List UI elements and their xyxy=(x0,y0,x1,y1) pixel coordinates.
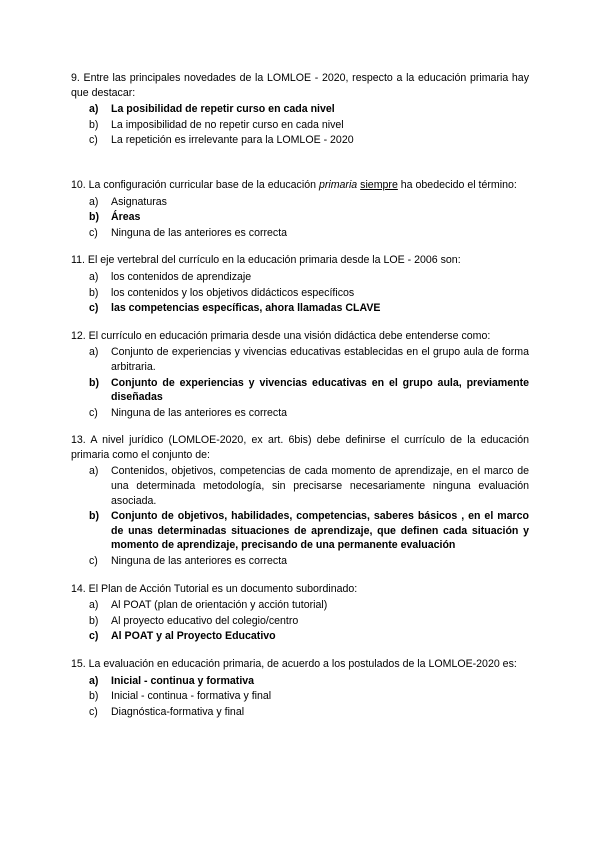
option-a xyxy=(71,464,529,508)
option-c xyxy=(71,133,529,148)
option-letter: c) xyxy=(89,302,99,315)
option-a xyxy=(71,674,529,689)
option-letter: c) xyxy=(89,406,98,419)
option-text: Asignaturas xyxy=(111,195,167,208)
question-text-underlined: siempre xyxy=(360,178,398,191)
question-text-after: ha obedecido el término: xyxy=(397,178,517,191)
options-list xyxy=(71,195,529,241)
option-text: La repetición es irrelevante para la LOMLOE - 2020 xyxy=(111,134,354,147)
option-text: Contenidos, objetivos, competencias de cada momento de aprendizaje, en el marco de una determinada metodología, sin precisarse necesariamente ninguna evaluación asociada. xyxy=(111,465,529,507)
option-c xyxy=(71,406,529,421)
option-text: Al POAT (plan de orientación y acción tutorial) xyxy=(111,599,328,612)
question-10 xyxy=(71,178,529,240)
option-text: las competencias específicas, ahora llamadas CLAVE xyxy=(111,302,381,315)
option-letter: c) xyxy=(89,630,99,643)
options-list xyxy=(71,598,529,644)
option-b xyxy=(71,286,529,301)
question-13 xyxy=(71,433,529,568)
option-text: los contenidos y los objetivos didácticos específicos xyxy=(111,286,355,299)
option-text: Ninguna de las anteriores es correcta xyxy=(111,406,288,419)
option-text: Ninguna de las anteriores es correcta xyxy=(111,555,288,568)
option-c xyxy=(71,554,529,569)
question-text: 12. El currículo en educación primaria desde una visión didáctica debe entenderse como: xyxy=(71,329,491,342)
option-text: Al proyecto educativo del colegio/centro xyxy=(111,614,299,627)
option-letter: c) xyxy=(89,705,98,718)
option-c xyxy=(71,301,529,316)
question-9 xyxy=(71,71,529,148)
question-12 xyxy=(71,329,529,421)
option-letter: a) xyxy=(89,103,99,116)
question-text: 15. La evaluación en educación primaria, de acuerdo a los postulados de la LOMLOE-2020 es: xyxy=(71,658,517,670)
option-letter: a) xyxy=(89,674,99,687)
option-text: Al POAT y al Proyecto Educativo xyxy=(111,630,276,643)
question-text: 9. Entre las principales novedades de la LOMLOE - 2020, respecto a la educación primaria hay que destacar: xyxy=(71,72,529,99)
option-text: los contenidos de aprendizaje xyxy=(111,270,252,283)
option-a xyxy=(71,270,529,285)
option-letter: a) xyxy=(89,195,99,208)
option-c xyxy=(71,629,529,644)
question-text xyxy=(71,178,529,193)
question-14 xyxy=(71,582,529,644)
question-11 xyxy=(71,253,529,315)
option-b xyxy=(71,509,529,553)
option-b xyxy=(71,614,529,629)
option-a xyxy=(71,345,529,374)
options-list xyxy=(71,270,529,316)
option-letter: b) xyxy=(89,211,99,224)
option-letter: c) xyxy=(89,134,98,147)
option-letter: b) xyxy=(89,510,99,523)
question-text: 11. El eje vertebral del currículo en la educación primaria desde la LOE - 2006 son: xyxy=(71,254,461,267)
option-c xyxy=(71,226,529,241)
option-letter: b) xyxy=(89,614,99,627)
option-text: Inicial - continua - formativa y final xyxy=(111,690,272,703)
question-text: 14. El Plan de Acción Tutorial es un documento subordinado: xyxy=(71,582,358,595)
question-text-before: 10. La configuración curricular base de la educación xyxy=(71,178,319,191)
option-b xyxy=(71,376,529,405)
option-letter: a) xyxy=(89,346,99,359)
options-list xyxy=(71,464,529,568)
option-text: Áreas xyxy=(111,211,141,224)
option-letter: c) xyxy=(89,555,98,568)
option-text: Diagnóstica-formativa y final xyxy=(111,705,245,718)
question-15 xyxy=(71,657,529,719)
option-text: Ninguna de las anteriores es correcta xyxy=(111,226,288,239)
options-list xyxy=(71,102,529,148)
option-text: La imposibilidad de no repetir curso en cada nivel xyxy=(111,118,344,131)
option-text: Inicial - continua y formativa xyxy=(111,674,255,687)
option-a xyxy=(71,598,529,613)
option-b xyxy=(71,210,529,225)
question-text-italic: primaria xyxy=(318,178,358,191)
option-letter: a) xyxy=(89,599,99,612)
document-page xyxy=(71,71,529,720)
option-a xyxy=(71,195,529,210)
option-text: Conjunto de experiencias y vivencias educativas establecidas en el grupo aula de forma arbitraria. xyxy=(111,346,529,373)
question-text: 13. A nivel jurídico (LOMLOE-2020, ex art. 6bis) debe definirse el currículo de la educación primaria como el conjunto de: xyxy=(71,434,529,461)
option-letter: b) xyxy=(89,376,99,389)
option-letter: a) xyxy=(89,465,99,478)
option-letter: c) xyxy=(89,226,98,239)
option-text: Conjunto de objetivos, habilidades, competencias, saberes básicos , en el marco de unas determinadas situaciones de aprendizaje, que definen cada situación y momento de aprendizaje, precisando de una permanente evaluación xyxy=(111,510,529,552)
option-letter: b) xyxy=(89,118,99,131)
option-letter: b) xyxy=(89,286,99,299)
option-c xyxy=(71,705,529,720)
options-list xyxy=(71,674,529,720)
option-a xyxy=(71,102,529,117)
option-text: Conjunto de experiencias y vivencias educativas en el grupo aula, previamente diseñadas xyxy=(111,376,529,404)
option-text: La posibilidad de repetir curso en cada nivel xyxy=(111,103,335,116)
options-list xyxy=(71,345,529,420)
option-letter: a) xyxy=(89,270,99,283)
option-b xyxy=(71,689,529,704)
option-b xyxy=(71,118,529,133)
option-letter: b) xyxy=(89,690,99,703)
